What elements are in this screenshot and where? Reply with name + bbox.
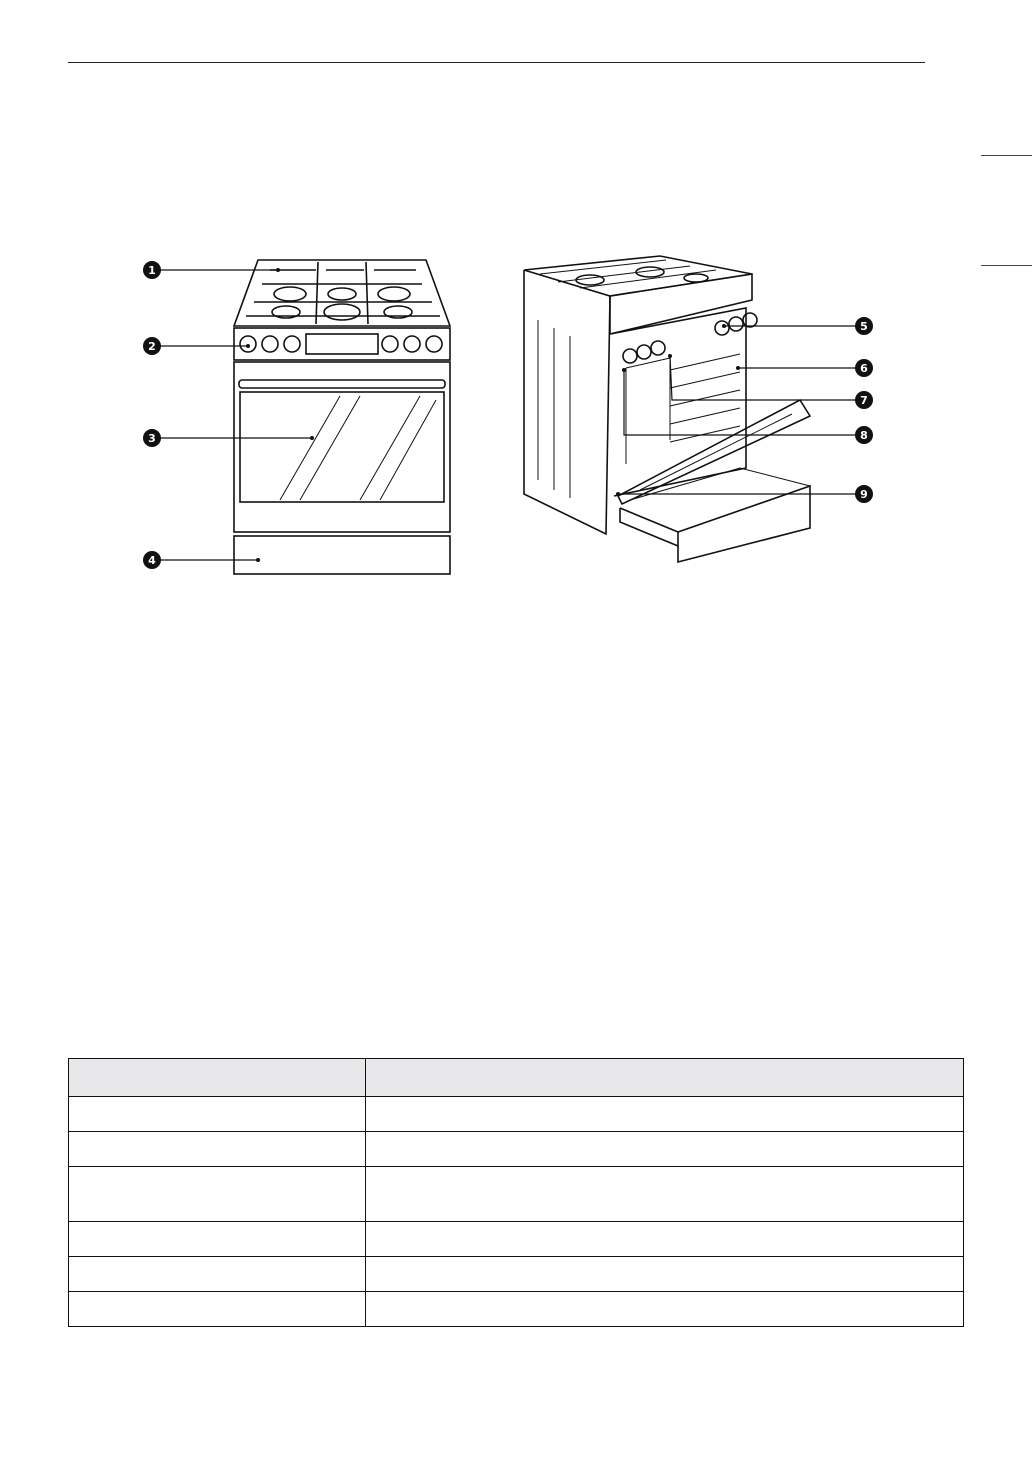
table-row bbox=[69, 1132, 964, 1167]
range-front-view-figure bbox=[130, 250, 460, 580]
table-row bbox=[69, 1097, 964, 1132]
svg-text:9: 9 bbox=[860, 488, 868, 501]
callout-8 bbox=[855, 426, 873, 444]
svg-text:2: 2 bbox=[148, 340, 156, 353]
table-cell bbox=[366, 1097, 964, 1132]
table-cell bbox=[366, 1132, 964, 1167]
table-header-row bbox=[69, 1059, 964, 1097]
table-cell bbox=[69, 1222, 366, 1257]
table-cell bbox=[69, 1167, 366, 1222]
table-header-cell bbox=[366, 1059, 964, 1097]
table-row bbox=[69, 1167, 964, 1222]
side-tab-rule-bottom bbox=[981, 265, 1032, 266]
table-cell bbox=[366, 1222, 964, 1257]
table-cell bbox=[366, 1167, 964, 1222]
callout-3 bbox=[143, 429, 161, 447]
callout-6 bbox=[855, 359, 873, 377]
table-row bbox=[69, 1257, 964, 1292]
table-cell bbox=[366, 1257, 964, 1292]
callout-1 bbox=[143, 261, 161, 279]
callout-9 bbox=[855, 485, 873, 503]
svg-text:7: 7 bbox=[860, 394, 868, 407]
table-cell bbox=[69, 1292, 366, 1327]
table-row bbox=[69, 1292, 964, 1327]
svg-text:8: 8 bbox=[860, 429, 868, 442]
range-open-side-view-figure bbox=[510, 250, 885, 570]
callout-7 bbox=[855, 391, 873, 409]
table-row bbox=[69, 1222, 964, 1257]
side-tab-rule-top bbox=[981, 155, 1032, 156]
callout-4 bbox=[143, 551, 161, 569]
callout-2 bbox=[143, 337, 161, 355]
table-cell bbox=[69, 1097, 366, 1132]
table-cell bbox=[69, 1257, 366, 1292]
table-header-cell bbox=[69, 1059, 366, 1097]
table-cell bbox=[366, 1292, 964, 1327]
parts-table bbox=[68, 1058, 964, 1327]
svg-text:3: 3 bbox=[148, 432, 156, 445]
svg-text:4: 4 bbox=[148, 554, 156, 567]
svg-text:1: 1 bbox=[148, 264, 156, 277]
svg-text:6: 6 bbox=[860, 362, 868, 375]
header-rule bbox=[68, 62, 925, 63]
svg-text:5: 5 bbox=[860, 320, 868, 333]
callout-5 bbox=[855, 317, 873, 335]
table-cell bbox=[69, 1132, 366, 1167]
